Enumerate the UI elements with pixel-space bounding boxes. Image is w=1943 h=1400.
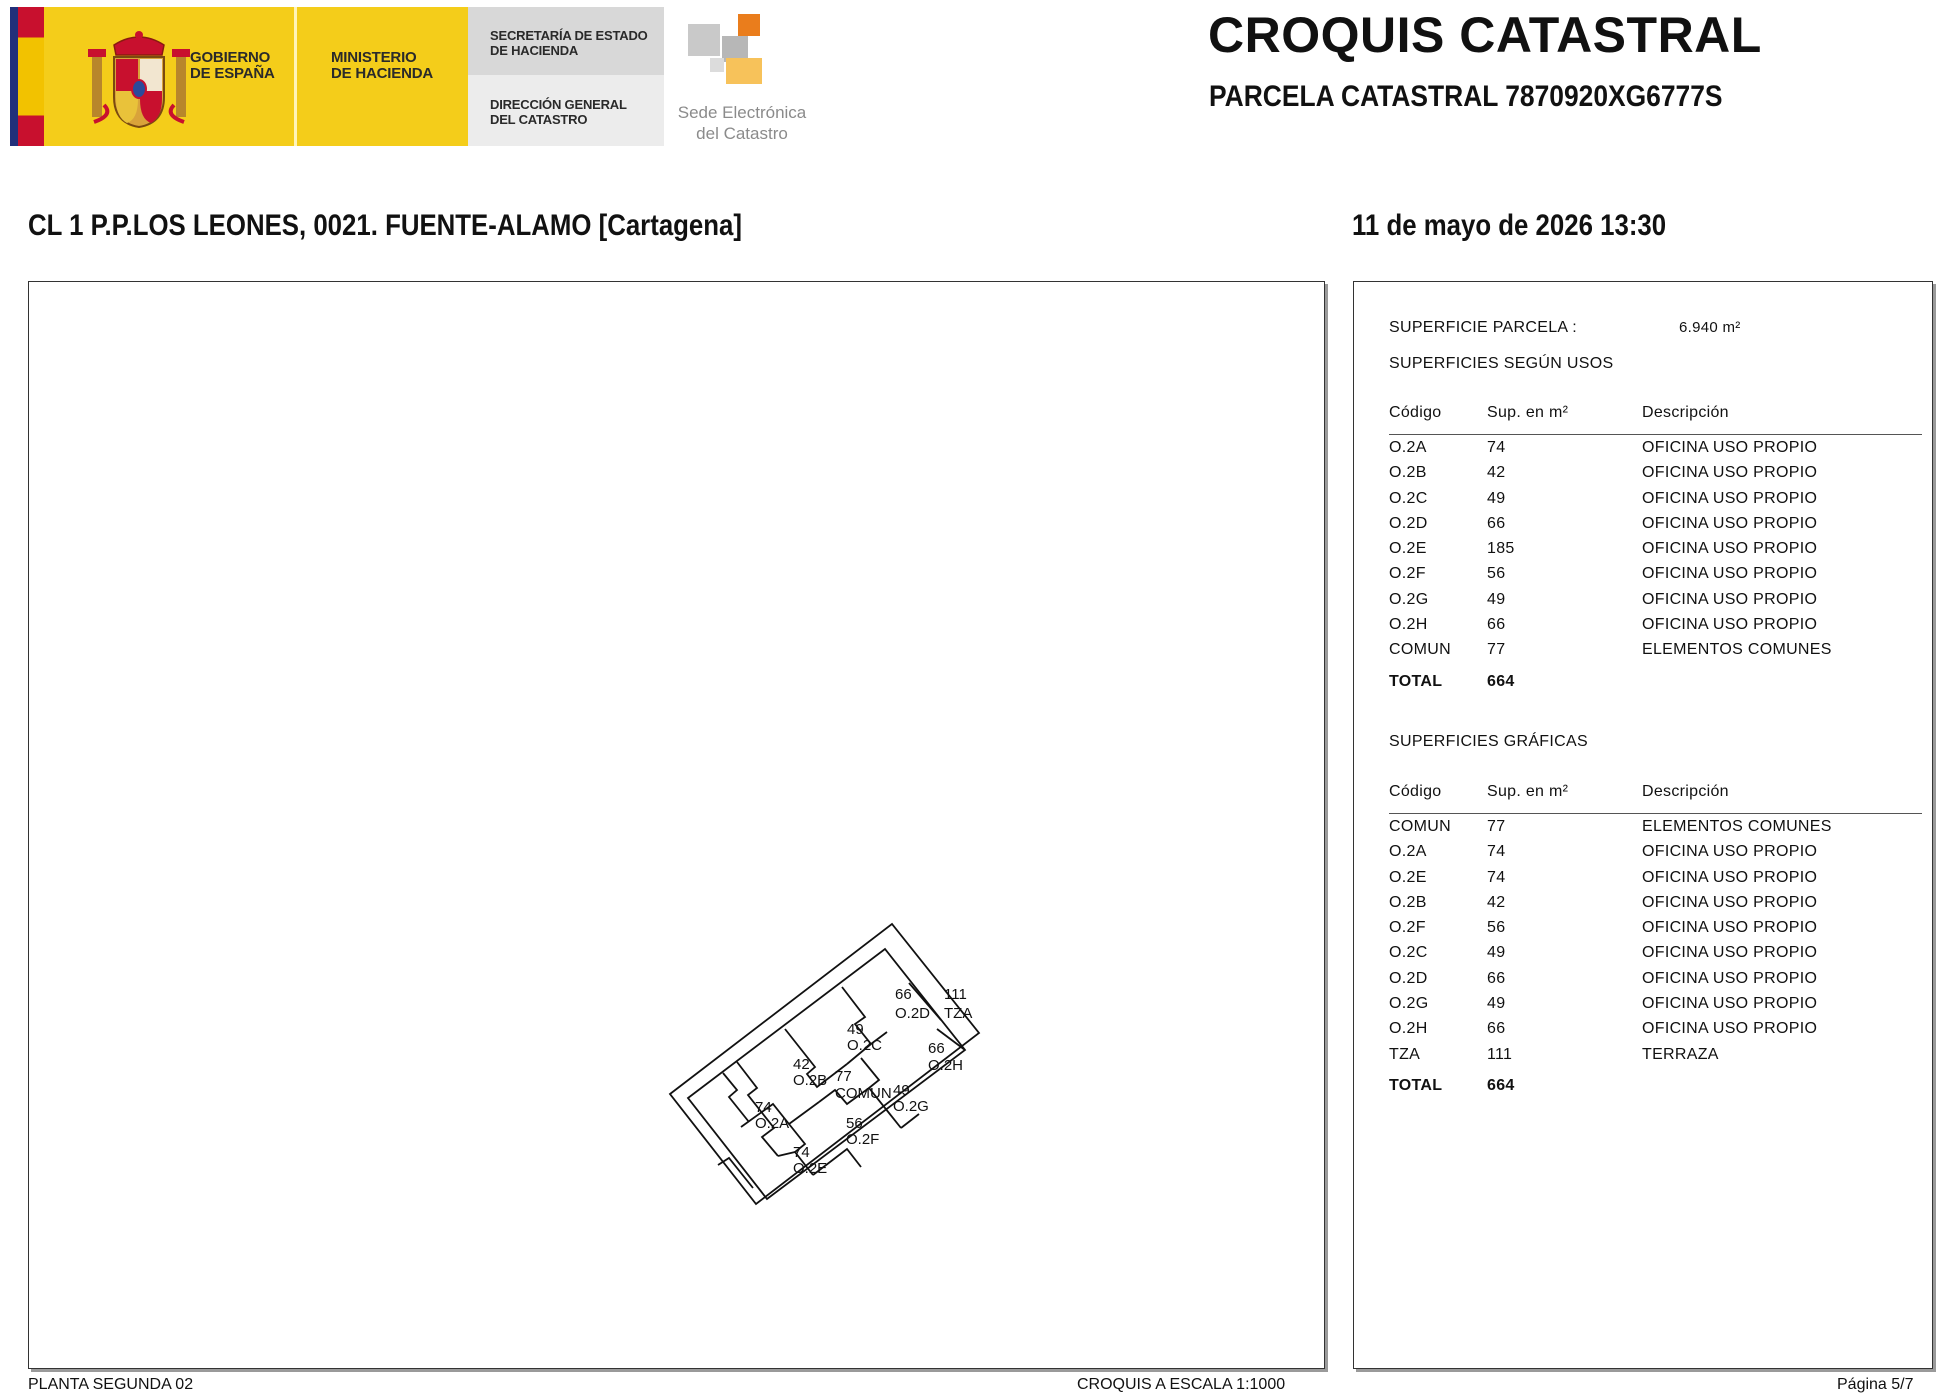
surface-info-panel <box>1353 281 1933 1369</box>
table-row: COMUN 77 ELEMENTOS COMUNES <box>1389 818 1832 835</box>
cadastral-sketch <box>29 282 1324 1368</box>
map-label-code: O.2F <box>846 1131 880 1148</box>
table-row: COMUN 77 ELEMENTOS COMUNES <box>1389 641 1832 659</box>
map-label-code: O.2C <box>847 1037 883 1054</box>
scale-label: CROQUIS A ESCALA 1:1000 <box>1077 1376 1286 1393</box>
map-label-area: 66 <box>928 1040 945 1057</box>
map-label-area: 56 <box>846 1115 863 1132</box>
table-row: O.2D 66 OFICINA USO PROPIO <box>1389 969 1818 987</box>
map-frame[interactable] <box>28 281 1325 1369</box>
table-row: O.2E 74 OFICINA USO PROPIO <box>1389 868 1818 886</box>
map-label-area: 111 <box>944 986 967 1003</box>
secretaria-label: SECRETARÍA DE ESTADO DE HACIENDA <box>490 28 648 58</box>
coat-of-arms-icon <box>84 27 194 135</box>
map-label-area: 42 <box>793 1056 810 1073</box>
table-row: O.2F 56 OFICINA USO PROPIO <box>1389 919 1818 937</box>
table-row: O.2F 56 OFICINA USO PROPIO <box>1389 565 1818 583</box>
header-logos <box>10 7 656 146</box>
map-label-code: O.2A <box>755 1115 790 1132</box>
direccion-catastro-label: DIRECCIÓN GENERAL DEL CATASTRO <box>490 97 627 127</box>
graficas-total-row: TOTAL 664 <box>1389 1076 1515 1094</box>
floor-label: PLANTA SEGUNDA 02 <box>28 1376 194 1393</box>
col-area-header: Sup. en m² <box>1487 404 1569 421</box>
graficas-section-title: SUPERFICIES GRÁFICAS <box>1389 733 1588 750</box>
table-row: O.2D 66 OFICINA USO PROPIO <box>1389 514 1818 532</box>
map-label-area: 66 <box>895 986 912 1003</box>
spain-flag-strip <box>10 7 44 146</box>
col-desc-header: Descripción <box>1642 404 1729 421</box>
table-row: O.2B 42 OFICINA USO PROPIO <box>1389 464 1818 482</box>
map-label-area: 74 <box>793 1144 810 1161</box>
parcel-reference: PARCELA CATASTRAL 7870920XG6777S <box>1209 80 1723 113</box>
map-label-code: O.2B <box>793 1072 828 1089</box>
map-label-code: O.2H <box>928 1057 964 1074</box>
sede-electronica-label: Sede Electrónica del Catastro <box>677 103 807 143</box>
col-code-header: Código <box>1389 404 1442 421</box>
unit-boundary <box>901 1114 919 1128</box>
government-banner <box>44 7 468 146</box>
table-row: O.2H 66 OFICINA USO PROPIO <box>1389 1020 1818 1038</box>
map-label-code: O.2E <box>793 1160 828 1177</box>
document-title: CROQUIS CATASTRAL <box>1208 7 1762 63</box>
unit-boundary <box>723 1073 749 1122</box>
table-row: O.2B 42 OFICINA USO PROPIO <box>1389 893 1818 911</box>
map-label-area: 77 <box>835 1068 852 1085</box>
parcel-surface-label: SUPERFICIE PARCELA : <box>1389 319 1577 336</box>
document-datetime: 11 de mayo de 2026 13:30 <box>1352 209 1667 242</box>
table-row: TZA 111 TERRAZA <box>1389 1045 1719 1063</box>
map-label-code: TZA <box>944 1005 973 1022</box>
usos-table-header <box>1389 404 1922 435</box>
table-row: O.2C 49 OFICINA USO PROPIO <box>1389 944 1818 962</box>
map-label-area: 49 <box>893 1082 910 1099</box>
secretaria-box <box>468 7 664 75</box>
sede-electronica-logo-icon <box>688 14 778 86</box>
ministerio-hacienda-label: MINISTERIO DE HACIENDA <box>331 49 433 82</box>
col-area-header: Sup. en m² <box>1487 783 1569 800</box>
map-label-code: COMUN <box>835 1085 892 1102</box>
page-number: Página 5/7 <box>1837 1376 1914 1393</box>
table-row: O.2E 185 OFICINA USO PROPIO <box>1389 540 1818 558</box>
map-label-code: O.2D <box>895 1005 931 1022</box>
gobierno-espana-label: GOBIERNO DE ESPAÑA <box>190 49 275 82</box>
graficas-table-header <box>1389 783 1922 814</box>
col-desc-header: Descripción <box>1642 783 1729 800</box>
unit-boundary <box>861 1058 879 1088</box>
table-row: O.2H 66 OFICINA USO PROPIO <box>1389 616 1818 634</box>
graficas-table <box>1389 783 1922 1098</box>
map-label-code: O.2G <box>893 1098 929 1115</box>
map-label-area: 74 <box>755 1099 772 1116</box>
table-row: O.2C 49 OFICINA USO PROPIO <box>1389 489 1818 507</box>
table-row: O.2A 74 OFICINA USO PROPIO <box>1389 843 1818 861</box>
table-row: O.2A 74 OFICINA USO PROPIO <box>1389 439 1818 456</box>
table-row: O.2G 49 OFICINA USO PROPIO <box>1389 590 1818 608</box>
parcel-surface-value: 6.940 m² <box>1679 319 1741 336</box>
usos-section-title: SUPERFICIES SEGÚN USOS <box>1389 355 1614 372</box>
direccion-box <box>468 75 664 146</box>
property-address: CL 1 P.P.LOS LEONES, 0021. FUENTE-ALAMO [Cartagena] <box>28 209 742 242</box>
table-row: O.2G 49 OFICINA USO PROPIO <box>1389 995 1818 1013</box>
map-label-area: 49 <box>847 1021 864 1038</box>
usos-total-row: TOTAL 664 <box>1389 672 1515 690</box>
usos-table <box>1389 404 1922 694</box>
col-code-header: Código <box>1389 783 1442 800</box>
